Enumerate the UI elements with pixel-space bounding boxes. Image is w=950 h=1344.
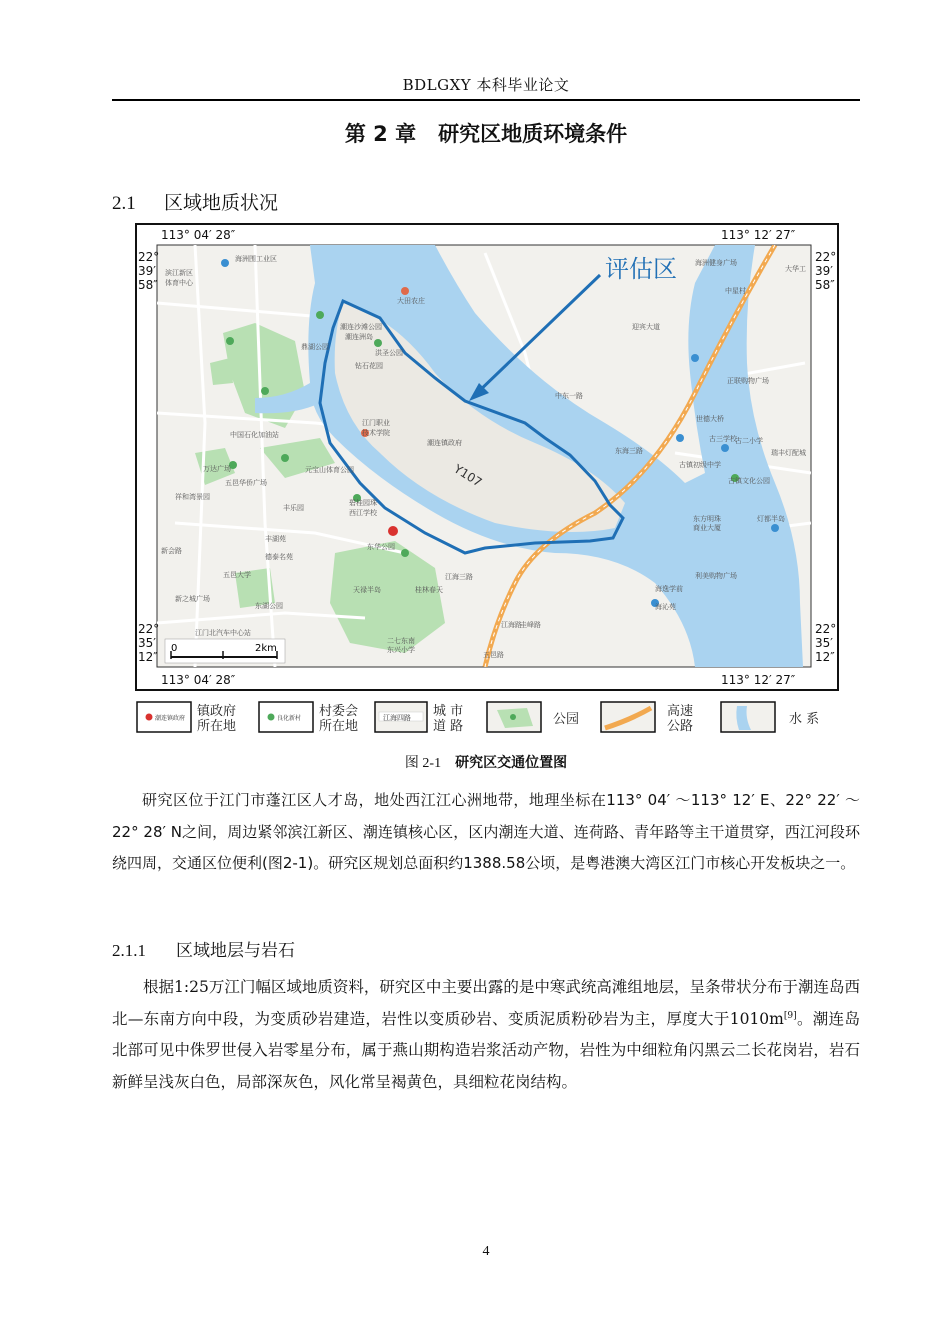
map-label: 圭峰路 [520, 621, 541, 629]
map-label: 德泰名苑 [265, 553, 293, 561]
map-label: 万达广场 [203, 465, 231, 473]
map-label: 大田农庄 [397, 297, 425, 305]
map-label: 古镇文化公园 [728, 477, 770, 485]
coord-left-bottom-sec: 12″ [138, 650, 158, 664]
svg-text:所在地: 所在地 [197, 719, 237, 734]
coord-top-left: 113° 04′ 28″ [161, 228, 236, 242]
subsection-number: 2.1.1 [112, 941, 146, 960]
map-label: 潮连镇政府 [427, 439, 462, 447]
svg-text:高速: 高速 [667, 704, 694, 719]
coord-bottom-right: 113° 12′ 27″ [721, 673, 796, 687]
legend-water-system [721, 702, 819, 732]
map-label: 元宝山体育公园 [305, 466, 354, 474]
map-label: 瑞丰灯配城 [771, 449, 806, 457]
map-label: 洪圣公园 [375, 349, 403, 357]
map-label: 东兴小学 [387, 646, 415, 654]
map-label: 丰乐园 [283, 504, 304, 512]
map-label: 五邑大学 [223, 571, 251, 579]
coord-right-bottom-sec: 12″ [815, 650, 835, 664]
map-label: 祥和湾景园 [175, 493, 210, 501]
paragraph-study-area: 研究区位于江门市蓬江区人才岛，地处西江江心洲地带，地理坐标在113° 04′ ～113° 12′ E、22° 22′ ～22° 28′ N之间，周边紧邻滨江新区、潮连镇核心区，区内潮连大道、连荷路、青年路等主干道贯穿，西江河段环绕四周，交通区位便利(图2-1)。研究区规划总面积约1388.58公顷，是粤港澳大湾区江门市核心开发板块之一。 [112, 791, 860, 872]
svg-text:城 市: 城 市 [433, 704, 464, 719]
coord-left-top-sec: 58″ [138, 278, 158, 292]
map-legend [135, 698, 839, 740]
coord-right-bottom-min: 35′ [815, 636, 833, 650]
map-body [157, 245, 811, 667]
map-label: 西江学校 [349, 509, 377, 517]
map-label: 潮连沙滩公园 [340, 323, 382, 331]
map-label: 滨江新区 [165, 269, 193, 277]
svg-text:镇政府: 镇政府 [197, 704, 237, 719]
map-label: 海洲健身广场 [695, 259, 737, 267]
coord-left-bottom-min: 35′ [138, 636, 156, 650]
map-label: 迎宾大道 [632, 323, 660, 331]
section-number: 2.1 [112, 193, 136, 214]
road-label-y107: Y107 [451, 461, 485, 490]
coord-left-bottom-deg: 22° [138, 622, 160, 636]
coord-left-top-min: 39′ [138, 264, 156, 278]
chapter-name: 研究区地质环境条件 [438, 122, 628, 146]
map-label: 技术学院 [362, 429, 390, 437]
chapter-number: 第 2 章 [344, 122, 417, 146]
map-label: 江门北汽车中心站 [195, 629, 251, 637]
figure-caption [112, 752, 860, 772]
svg-text:道 路: 道 路 [433, 719, 464, 734]
map-label: 东方明珠 [693, 515, 721, 523]
svg-text:江海四路: 江海四路 [383, 714, 411, 722]
map-label: 东华公园 [367, 543, 395, 551]
map-label: 新会路 [161, 547, 182, 555]
legend-town-government [137, 702, 236, 734]
coord-right-bottom-deg: 22° [815, 622, 837, 636]
map-label: 丰湖苑 [265, 535, 286, 543]
map-label: 江海三路 [445, 573, 473, 581]
map-label: 江门职业 [362, 419, 390, 427]
map-label: 海洲围工业区 [235, 255, 277, 263]
study-area-map [135, 223, 839, 691]
map-label: 鼎湖公园 [301, 343, 329, 351]
running-header: BDLGXY 本科毕业论文 [402, 76, 570, 94]
coord-right-top-min: 39′ [815, 264, 833, 278]
svg-text:良化新村: 良化新村 [277, 715, 302, 722]
coord-left-top-deg: 22° [138, 250, 160, 264]
map-label: 体育中心 [165, 279, 193, 287]
map-label: 东海三路 [615, 447, 643, 455]
map-label: 古三学校 [709, 435, 737, 443]
map-label: 五邑路 [483, 651, 504, 659]
map-label: 世德大桥 [696, 415, 724, 423]
map-label: 海逸学前 [655, 585, 683, 593]
map-label: 中东一路 [555, 392, 583, 400]
map-label: 天禄半岛 [353, 586, 381, 594]
coord-right-top-sec: 58″ [815, 278, 835, 292]
map-label: 古二小学 [735, 437, 763, 445]
chapter-title [112, 118, 860, 148]
scale-bar [165, 639, 285, 663]
legend-expressway [601, 702, 693, 734]
map-label: 利美购物广场 [695, 572, 737, 580]
figure-title: 研究区交通位置图 [455, 755, 568, 771]
scale-end: 2km [255, 643, 277, 654]
map-label: 古镇初级中学 [679, 461, 721, 469]
paragraph-strata-part1: 根据1:25万江门幅区域地质资料，研究区中主要出露的是中寒武统高滩组地层，呈条带状分布于潮连岛西北—东南方向中段，为变质砂岩建造，岩性以变质砂岩、变质泥质粉砂岩为主，厚度大于1010m [112, 978, 860, 1028]
assessment-area-label: 评估区 [605, 255, 677, 283]
svg-text:公园: 公园 [553, 712, 580, 727]
legend-park [487, 702, 579, 732]
map-label: 五邑华侨广场 [225, 479, 267, 487]
map-label: 钻石花园 [355, 362, 383, 370]
map-label: 新之城广场 [175, 595, 210, 603]
map-label: 灯都半岛 [757, 515, 785, 523]
figure-number: 图 2-1 [404, 756, 442, 771]
section-title: 区域地质状况 [164, 192, 279, 214]
svg-text:村委会: 村委会 [319, 704, 359, 719]
map-label: 海沁苑 [655, 603, 676, 611]
section-heading [112, 188, 278, 215]
map-label: 中星村 [725, 287, 746, 295]
map-label: 桂林春天 [415, 586, 443, 594]
map-label: 江海路 [501, 621, 522, 629]
svg-text:水 系: 水 系 [789, 712, 820, 727]
header-rule [112, 99, 860, 101]
map-label: 商业大厦 [693, 524, 721, 532]
coord-top-right: 113° 12′ 27″ [721, 228, 796, 242]
paragraph-strata-part2: 。潮连岛北部可见中侏罗世侵入岩零星分布，属于燕山期构造岩浆活动产物，岩性为中细粒角闪黑云二长花岗岩，岩石新鲜呈浅灰白色，局部深灰色，风化常呈褐黄色，具细粒花岗结构。 [112, 1009, 860, 1091]
coord-right-top-deg: 22° [815, 250, 837, 264]
page-number: 4 [482, 1244, 490, 1259]
map-label: 二七东南 [387, 637, 415, 645]
map-label: 碧桂园珠 [349, 499, 377, 507]
scale-start: 0 [171, 643, 178, 654]
coord-bottom-left: 113° 04′ 28″ [161, 673, 236, 687]
svg-text:潮连镇政府: 潮连镇政府 [155, 715, 186, 722]
paragraph-strata [112, 972, 860, 1098]
map-label: 大华工 [785, 265, 806, 273]
svg-text:公路: 公路 [667, 719, 694, 734]
map-label: 潮连洲岛 [345, 333, 373, 341]
map-label: 正联购物广场 [727, 377, 769, 385]
svg-text:所在地: 所在地 [319, 719, 359, 734]
legend-city-road [375, 702, 463, 734]
subsection-heading [112, 936, 295, 961]
subsection-title: 区域地层与岩石 [176, 941, 295, 961]
map-label: 东湖公园 [255, 602, 283, 610]
map-label: 中国石化加油站 [230, 431, 279, 439]
citation-ref[interactable]: [9] [783, 1010, 797, 1021]
legend-village-committee [259, 702, 358, 734]
